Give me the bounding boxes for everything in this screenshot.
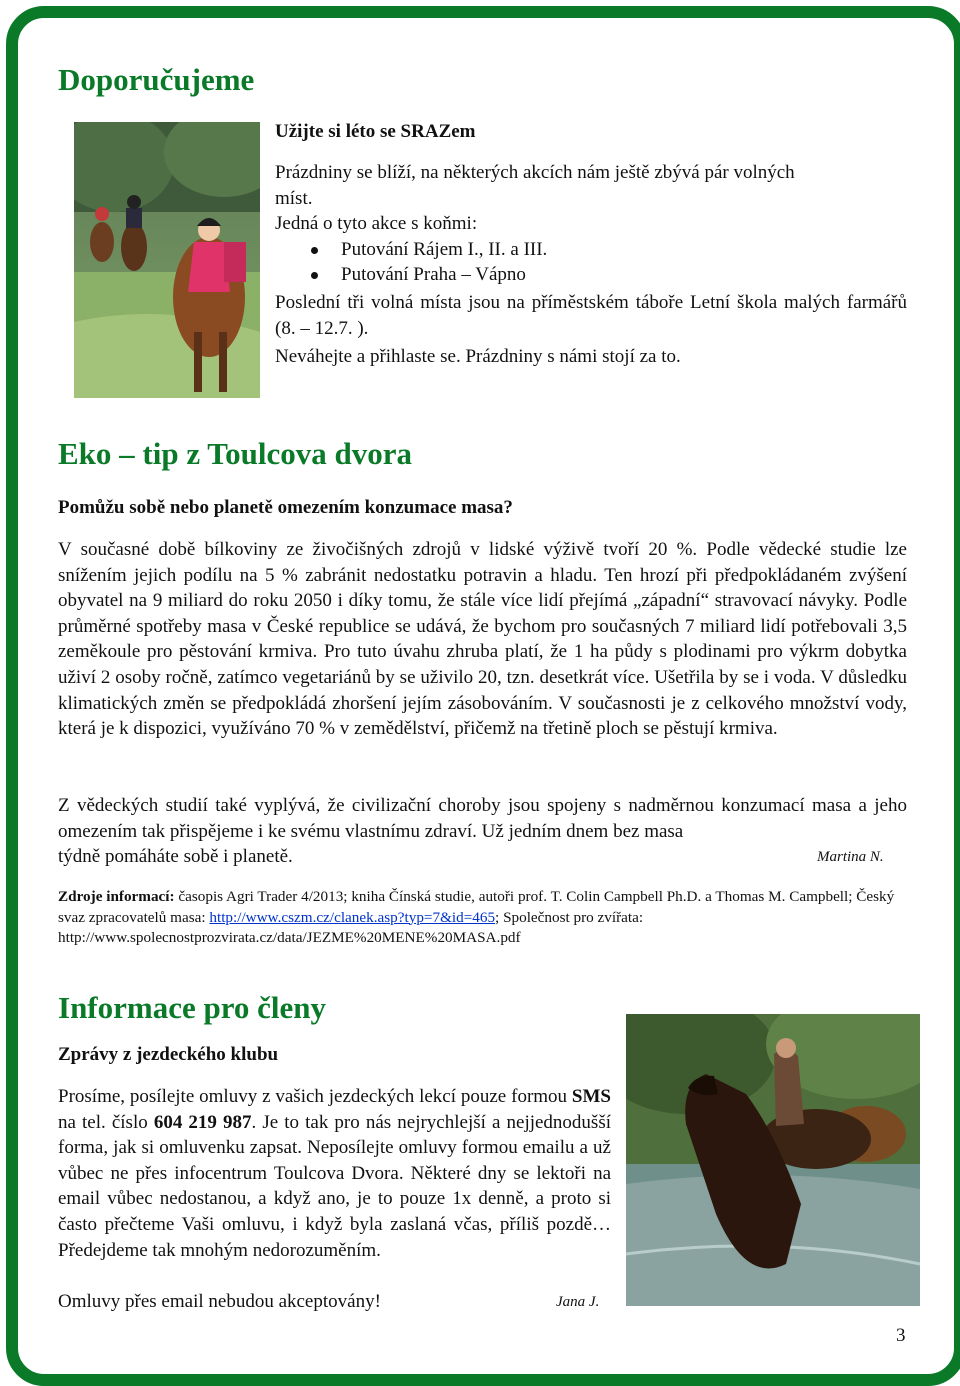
section-heading-eko-tip: Eko – tip z Toulcova dvora bbox=[58, 436, 412, 471]
intro-line-1: Prázdniny se blíží, na některých akcích nám ještě zbývá pár volných bbox=[275, 162, 795, 183]
eko-paragraph-1: V současné době bílkoviny ze živočišných zdrojů v lidské výživě tvoří 20 %. Podle vědecké studie lze snížením jejich podílu na 5 % zabránit nedostatku potravin a hladu. Ten hrozí při předpokládaném zvýšení obyvatel na 9 miliard do roku 2050 i díky tomu, že stále více lidí přejímá „západní“ stravovací návyky. Podle průměrné spotřeby masa v České republice se udává, že bychom pro současných 7 miliard lidí potřebovali 3,5 zeměkoule pro pěstování krmiva. Pro tuto úvahu zhruba platí, že 1 ha půdy s plodinami pro výkrm dobytka uživí 2 osoby ročně, zatímco vegetariánů by se uživilo 20, tzn. desetkrát více. Ušetřila by se i voda. V důsledku klimatických změn se předpokládá zhoršení jejím zásobováním. V současnosti je z celkového množství vody, která je k dispozici, využíváno 70 % v zemědělství, přičemž na třetině ploch se pěstují krmiva. bbox=[58, 539, 907, 740]
phone-number: 604 219 987 bbox=[153, 1111, 252, 1133]
sms-emphasis: SMS bbox=[571, 1086, 611, 1107]
page-number: 3 bbox=[896, 1325, 906, 1346]
subheading-jezdecky-klub: Zprávy z jezdeckého klubu bbox=[58, 1044, 279, 1065]
signature-martina: Martina N. bbox=[817, 849, 884, 865]
club-text-end: . Je to tak pro nás nejrychlejší a nejjednodušší forma, jak si omluvenku zapsat. Neposílejte omluvy formou emailu a už vůbec ne přes infocentrum Toulcova Dvora. Některé dny se lektoři na email vůbec nedostanou, a když ano, je to pouze 1x denně, a proto si často přečteme Vaši omluvu, i když byla zaslaná včas, příliš pozdě…Předejdeme tak mnohým nedorozuměním. bbox=[58, 1111, 611, 1261]
intro-line-2: míst. bbox=[275, 187, 313, 209]
eko-paragraph-2-end: týdně pomáháte sobě i planetě. bbox=[58, 846, 293, 867]
sources-label: Zdroje informací: bbox=[58, 888, 175, 905]
intro-block bbox=[275, 160, 907, 370]
closing-text: Neváhejte a přihlaste se. Prázdniny s námi stojí za to. bbox=[275, 346, 681, 368]
eko-paragraph-2: Z vědeckých studií také vyplývá, že civilizační choroby jsou spojeny s nadměrnou konzumací masa a jeho omezením tak přispějeme i ke svému vlastnímu zdraví. Už jedním dnem bez masa bbox=[58, 795, 907, 842]
sources-block bbox=[58, 887, 907, 949]
list-item: Putování Rájem I., II. a III. bbox=[275, 237, 907, 263]
cszm-link[interactable]: http://www.cszm.cz/clanek.asp?typ=7&id=465 bbox=[209, 908, 496, 926]
camp-text: Poslední tři volná místa jsou na příměstském táboře Letní škola malých farmářů (8. – 12.7. ). bbox=[275, 291, 907, 339]
horse-riding-children-photo bbox=[74, 122, 260, 398]
subheading-srazem: Užijte si léto se SRAZem bbox=[275, 121, 476, 142]
club-text-mid: na tel. číslo bbox=[58, 1111, 154, 1133]
club-last-line: Omluvy přes email nebudou akceptovány! bbox=[58, 1291, 381, 1312]
section-heading-doporucujeme: Doporučujeme bbox=[58, 62, 255, 97]
list-item: Putování Praha – Vápno bbox=[275, 262, 907, 288]
intro-line-3: Jedná o tyto akce s koňmi: bbox=[275, 213, 478, 235]
horses-in-water-photo bbox=[626, 1014, 920, 1306]
club-text-start: Prosíme, posílejte omluvy z vašich jezdeckých lekcí pouze formou bbox=[58, 1086, 572, 1107]
sources-text-1: časopis Agri Trader 4/2013; kniha Čínská studie, autoři prof. T. Colin Campbell Ph.D. a Thomas M. Campbell; Český svaz zpracovatelů masa: bbox=[58, 888, 895, 926]
signature-jana: Jana J. bbox=[556, 1294, 600, 1310]
event-list bbox=[275, 237, 907, 288]
eko-question: Pomůžu sobě nebo planetě omezením konzumace masa? bbox=[58, 497, 513, 518]
club-paragraph bbox=[58, 1084, 611, 1263]
section-heading-informace: Informace pro členy bbox=[58, 990, 327, 1025]
sources-text-2: ; Společnost pro zvířata: http://www.spolecnostprozvirata.cz/data/JEZME%20MENE%20MASA.pdf bbox=[58, 908, 644, 946]
